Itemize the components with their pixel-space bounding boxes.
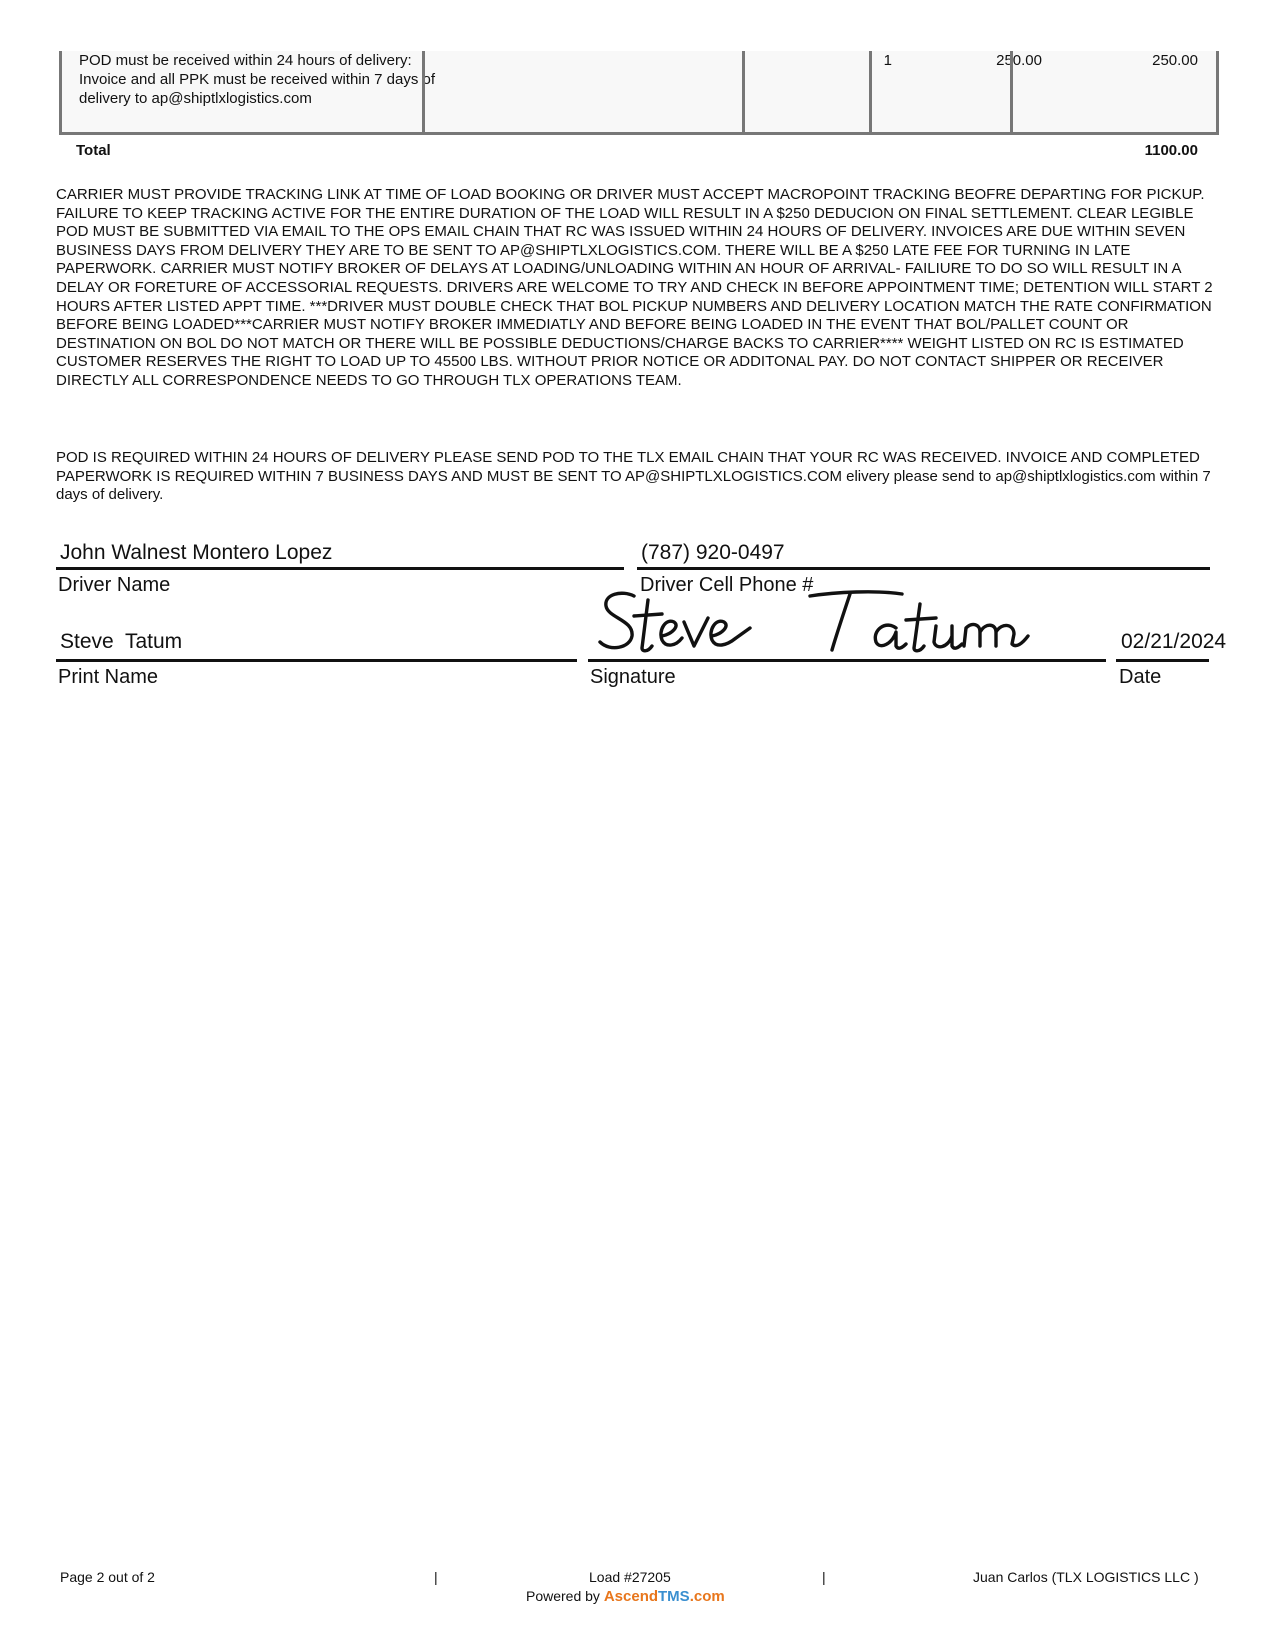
print-name-line	[56, 659, 577, 662]
print-name-label: Print Name	[58, 666, 159, 688]
column-divider	[742, 51, 745, 132]
driver-phone-value: (787) 920-0497	[641, 541, 785, 564]
column-divider	[869, 51, 872, 132]
date-line	[1116, 659, 1209, 662]
handwritten-signature	[596, 586, 1076, 662]
footer-separator: |	[822, 1569, 826, 1585]
footer-load-number: Load #27205	[589, 1569, 671, 1585]
print-name-value: Steve Tatum	[60, 630, 183, 653]
driver-name-line	[56, 567, 624, 570]
com-brand[interactable]: .com	[689, 1588, 725, 1605]
pod-instructions: POD IS REQUIRED WITHIN 24 HOURS OF DELIVERY PLEASE SEND POD TO THE TLX EMAIL CHAIN THAT YOUR RC WAS RECEIVED. INVOICE AND COMPLETED PAPERWORK IS REQUIRED WITHIN 7 BUSINESS DAYS AND MUST BE SENT TO AP@SHIPTLXLOGISTICS.COM elivery please send to ap@shiptlxlogistics.com within 7 days of delivery.	[56, 449, 1211, 504]
column-divider	[422, 51, 425, 132]
total-label: Total	[76, 142, 111, 159]
driver-phone-label: Driver Cell Phone #	[640, 574, 814, 596]
tms-brand[interactable]: TMS	[658, 1588, 690, 1605]
driver-name-value: John Walnest Montero Lopez	[60, 541, 333, 564]
date-label: Date	[1119, 666, 1162, 688]
terms-text: CARRIER MUST PROVIDE TRACKING LINK AT TIME OF LOAD BOOKING OR DRIVER MUST ACCEPT MACROPOINT TRACKING BEOFRE DEPARTING FOR PICKUP. FAILURE TO KEEP TRACKING ACTIVE FOR THE ENTIRE DURATION OF THE LOAD WILL RESULT IN A $250 DEDUCION ON FINAL SETTLEMENT. CLEAR LEGIBLE POD MUST BE SUBMITTED VIA EMAIL TO THE OPS EMAIL CHAIN THAT RC WAS ISSUED WITHIN 24 HOURS OF DELIVERY. INVOICES ARE DUE WITHIN SEVEN BUSINESS DAYS FROM DELIVERY THEY ARE TO BE SENT TO AP@SHIPTLXLOGISTICS.COM. THERE WILL BE A $250 LATE FEE FOR TURNING IN LATE PAPERWORK. CARRIER MUST NOTIFY BROKER OF DELAYS AT LOADING/UNLOADING WITHIN AN HOUR OF ARRIVAL- FAILIURE TO DO SO WILL RESULT IN A DELAY OR FORETURE OF ACCESSORIAL REQUESTS. DRIVERS ARE WELCOME TO TRY AND CHECK IN BEFORE APPOINTMENT TIME; DETENTION WILL START 2 HOURS AFTER LISTED APPT TIME. ***DRIVER MUST DOUBLE CHECK THAT BOL PICKUP NUMBERS AND DELIVERY LOCATION MATCH THE RATE CONFIRMATION BEFORE BEING LOADED***CARRIER MUST NOTIFY BROKER IMMEDIATLY AND BEFORE BEING LOADED IN THE EVENT THAT BOL/PALLET COUNT OR DESTINATION ON BOL DO NOT MATCH OR THERE WILL BE POSSIBLE DEDUCTIONS/CHARGE BACKS TO CARRIER**** WEIGHT LISTED ON RC IS ESTIMATED CUSTOMER RESERVES THE RIGHT TO LOAD UP TO 45500 LBS. WITHOUT PRIOR NOTICE OR ADDITONAL PAY. DO NOT CONTACT SHIPPER OR RECEIVER DIRECTLY ALL CORRESPONDENCE NEEDS TO GO THROUGH TLX OPERATIONS TEAM.	[56, 186, 1213, 389]
powered-by	[526, 1588, 725, 1605]
charge-notes	[446, 51, 781, 132]
driver-phone-line	[637, 567, 1210, 570]
charge-rate: 250.00	[996, 52, 1042, 69]
footer-page-number: Page 2 out of 2	[60, 1569, 155, 1585]
charges-table	[59, 51, 1219, 135]
charge-amount: 250.00	[1152, 52, 1198, 69]
footer-user: Juan Carlos (TLX LOGISTICS LLC )	[973, 1569, 1199, 1585]
total-row	[59, 142, 1219, 162]
date-value: 02/21/2024	[1121, 630, 1227, 653]
charge-quantity: 1	[883, 52, 892, 69]
powered-by-label: Powered by	[526, 1588, 600, 1604]
total-value: 1100.00	[1144, 142, 1198, 159]
charge-description: POD must be received within 24 hours of delivery: Invoice and all PPK must be received within 7 days of delivery to ap@shiptlxlogistics.com	[79, 52, 436, 107]
column-divider	[1010, 51, 1013, 132]
ascend-brand[interactable]: Ascend	[603, 1588, 659, 1605]
driver-name-label: Driver Name	[58, 574, 171, 596]
signature-label: Signature	[590, 666, 676, 688]
footer-separator: |	[434, 1569, 438, 1585]
signature-line	[588, 659, 1106, 662]
